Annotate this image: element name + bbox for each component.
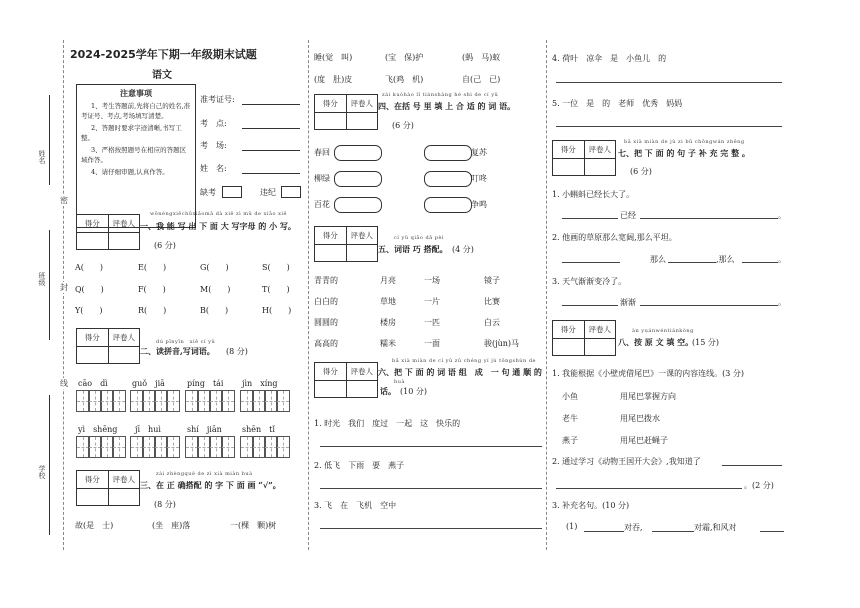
q3-item-4: 睡(觉 叫): [314, 53, 353, 62]
room-label: 考 场:: [200, 141, 227, 150]
q5-l-b3: 楼房: [380, 318, 396, 327]
q5-score-box: [314, 226, 378, 262]
q4-right-1: 复苏: [471, 148, 487, 157]
notice-title: 注意事项: [120, 88, 152, 98]
q7-score-box: [552, 140, 616, 176]
subject-title: 语文: [152, 70, 172, 81]
letter-T: T( ): [262, 285, 290, 294]
q6-answer-line-5[interactable]: [556, 126, 782, 127]
q8-blank[interactable]: [652, 531, 694, 532]
q6-answer-line-3[interactable]: [320, 528, 542, 529]
q8-match-left-2: 老牛: [562, 414, 578, 423]
site-label: 考 点:: [200, 119, 227, 128]
seal-char-mi: 密: [60, 196, 68, 205]
score-label: 得分: [77, 471, 109, 488]
q6-item-5: 5. 一位 是 的 老师 优秀 妈妈: [552, 99, 683, 108]
binding-dashed-line: [63, 40, 64, 550]
score-label: 得分: [315, 363, 347, 380]
q5-l-b4: 糯米: [380, 339, 396, 348]
letter-G: G( ): [200, 263, 229, 272]
binding-strip: [0, 0, 72, 608]
q8-match-left-3: 燕子: [562, 436, 578, 445]
q4-cloud-blank[interactable]: [334, 171, 382, 187]
q5-r-a1: 一场: [424, 276, 440, 285]
q3-item-9: 自(己 已): [462, 75, 501, 84]
score-label: 得分: [553, 141, 585, 158]
site-field[interactable]: [242, 128, 300, 129]
notice-item-3: 3、严格按照题号在相应的答题区域作答。: [81, 146, 187, 164]
grader-label: 评卷人: [112, 475, 135, 484]
notice-item-4: 4、请仔细审题,认真作答。: [91, 168, 169, 176]
q4-right-3: 争鸣: [471, 200, 487, 209]
score-label: 得分: [315, 95, 347, 112]
q2-writing-cell[interactable]: [221, 390, 235, 412]
q3-item-5: (宝 保)护: [385, 53, 424, 62]
q4-left-2: 柳绿: [314, 174, 330, 183]
q4-points: (6 分): [392, 121, 414, 130]
q5-r-b2: 比赛: [484, 297, 500, 306]
q4-left-1: 春回: [314, 148, 330, 157]
letter-R: R( ): [138, 306, 167, 315]
q6-item-2: 2. 低飞 下雨 要 燕子: [314, 461, 405, 470]
q8-sub3-a: 对吞,: [624, 523, 643, 532]
notice-box: [76, 84, 196, 228]
q7-blank[interactable]: [562, 305, 618, 306]
q8-blank[interactable]: [722, 465, 782, 466]
letter-H: H( ): [262, 306, 292, 315]
q2-pinyin-4: jìn xíng: [242, 379, 278, 388]
page-title: 2024-2025学年下期一年级期末试题: [70, 48, 257, 61]
name-field-label: 姓 名:: [200, 164, 227, 173]
q6-pinyin: bǎ xià miàn de cí yǔ zǔ chéng yí jù tōngshùn de: [392, 358, 536, 364]
q7-period: 。: [778, 211, 786, 220]
q7-item-2-word-a: 那么: [650, 255, 666, 264]
q6-points: (10 分): [400, 387, 427, 396]
absent-box[interactable]: [222, 186, 242, 198]
q6-item-1: 1. 时光 我们 度过 一起 这 快乐的: [314, 419, 461, 428]
q8-sub3-b: 对霜,和风对: [694, 523, 737, 532]
q4-left-3: 百花: [314, 200, 330, 209]
q4-pinyin: zài kuòhào lǐ tiánshàng hé shì de cí yǔ: [382, 92, 499, 98]
name-field[interactable]: [242, 173, 300, 174]
room-field[interactable]: [242, 150, 300, 151]
q4-title: 四、在括 号 里 填 上 合 适 的 词 语。: [378, 101, 516, 111]
q6-answer-line-1[interactable]: [320, 446, 542, 447]
q2-writing-cell[interactable]: [276, 436, 290, 458]
q5-points: (4 分): [452, 245, 474, 254]
q8-match-right-1: 用尾巴掌握方向: [620, 392, 676, 401]
letter-Y: Y( ): [75, 306, 103, 315]
class-label: 班级: [38, 272, 46, 286]
q5-r-b1: 镜子: [484, 276, 500, 285]
q7-item-1: 1. 小蝌蚪已经长大了。: [552, 190, 635, 199]
q1-title: 一、我 能 写 出 下 面 大 写字母 的 小 写。: [140, 221, 296, 231]
q3-item-6: (蚂 马)蚁: [462, 53, 501, 62]
q7-blank[interactable]: [668, 262, 716, 263]
q8-match-left-1: 小鱼: [562, 392, 578, 401]
q6-title: 六、把 下 面 的 词 语 组 成 一 句 通 顺 的: [378, 367, 542, 377]
q5-r-a4: 一面: [424, 339, 440, 348]
q3-item-8: 飞(鸡 机): [385, 75, 424, 84]
q2-title: 二、读拼音,写词语。: [140, 346, 215, 356]
grader-label: 评卷人: [350, 367, 373, 376]
q5-l-b1: 月亮: [380, 276, 396, 285]
q2-score-box: [76, 328, 140, 364]
notice-item-2: 2、答题时要求字迹清晰,书写工整。: [81, 124, 182, 142]
q5-r-b3: 白云: [484, 318, 500, 327]
letter-M: M( ): [200, 285, 231, 294]
letter-A: A( ): [75, 263, 104, 272]
q7-period: 。: [778, 255, 786, 264]
q2-pinyin-5: yì shēng: [78, 425, 118, 434]
q5-l-a3: 圆圆的: [314, 318, 338, 327]
seal-char-xian: 线: [60, 379, 68, 388]
score-label: 得分: [77, 329, 109, 346]
q2-writing-cell[interactable]: [221, 436, 235, 458]
q2-writing-cell[interactable]: [112, 390, 126, 412]
score-label: 得分: [553, 321, 585, 338]
exam-no-field[interactable]: [242, 104, 300, 105]
q6-item-3: 3. 飞 在 飞机 空中: [314, 501, 397, 510]
score-label: 得分: [315, 227, 347, 244]
q7-blank[interactable]: [562, 218, 618, 219]
q6-score-box: [314, 362, 378, 398]
letter-B: B( ): [200, 306, 229, 315]
q5-r-a3: 一匹: [424, 318, 440, 327]
q6-item-4: 4. 荷叶 凉伞 是 小鱼儿 的: [552, 54, 667, 63]
q8-sub2: 2. 通过学习《动物王国开大会》,我知道了: [552, 457, 701, 466]
q7-item-2-word-b: ,那么: [716, 255, 735, 264]
q2-pinyin-6: jī huì: [135, 425, 161, 434]
q5-r-a2: 一片: [424, 297, 440, 306]
letter-S: S( ): [262, 263, 290, 272]
q3-item-2: (坐 座)落: [152, 521, 191, 530]
q6-pinyin-2: huà: [394, 379, 405, 385]
column-divider-2: [546, 40, 547, 550]
q8-match-right-3: 用尾巴赶蝇子: [620, 436, 668, 445]
violation-label: 违纪: [260, 188, 276, 197]
q3-item-7: (度 肚)皮: [314, 75, 353, 84]
q3-item-1: 故(是 士): [75, 521, 114, 530]
grader-label: 评卷人: [350, 99, 373, 108]
q4-score-box: [314, 94, 378, 130]
q6-answer-line-2[interactable]: [320, 488, 542, 489]
q8-sub2-tail: 。(2 分): [744, 481, 774, 490]
q7-title: 七、把 下 面 的 句 子 补 充 完 整 。: [618, 148, 750, 158]
q2-pinyin-1: cāo dì: [78, 379, 108, 388]
q5-l-b2: 草地: [380, 297, 396, 306]
letter-F: F( ): [138, 285, 166, 294]
q5-l-a2: 白白的: [314, 297, 338, 306]
q4-cloud-blank[interactable]: [424, 197, 472, 213]
q2-writing-cell[interactable]: [112, 436, 126, 458]
q7-item-3: 3. 天气渐渐变冷了。: [552, 277, 627, 286]
q4-cloud-blank[interactable]: [334, 197, 382, 213]
q4-cloud-blank[interactable]: [424, 171, 472, 187]
notice-item-1: 1、考生答题前,先将自己的姓名,准考证号、考点,考场填写清楚。: [81, 102, 191, 120]
q8-score-box: [552, 320, 616, 356]
school-line: [49, 395, 50, 535]
q1-score-box: [76, 214, 140, 250]
grader-label: 评卷人: [112, 219, 135, 228]
school-label: 学校: [38, 465, 46, 479]
q7-item-1-word: 已经: [620, 211, 636, 220]
letter-E: E( ): [138, 263, 167, 272]
violation-box[interactable]: [281, 186, 301, 198]
q8-sub3: 3. 补充名句。(10 分): [552, 501, 630, 510]
q8-blank[interactable]: [556, 488, 742, 489]
q6-title-2: 话。: [380, 386, 396, 396]
grader-label: 评卷人: [588, 145, 611, 154]
q3-pinyin: zài zhèngquè de zì xià miàn huà: [156, 471, 253, 477]
q2-points: (8 分): [226, 347, 248, 356]
q7-pinyin: bǎ xià miàn de jù zi bǔ chōngwán zhěng: [624, 139, 745, 145]
absent-label: 缺考: [200, 188, 216, 197]
q4-right-2: 叮咚: [471, 174, 487, 183]
q3-title: 三、在 正 确搭配 的 字 下 面 画 “√”。: [140, 480, 281, 490]
exam-no-label: 准考证号:: [200, 95, 235, 104]
q2-pinyin-7: shí jiān: [187, 425, 222, 434]
q7-blank[interactable]: [640, 218, 778, 219]
q2-writing-cell[interactable]: [166, 436, 180, 458]
name-line: [49, 95, 50, 185]
q8-title: 八、按 原 文 填 空。: [618, 337, 694, 347]
q7-period: 。: [778, 298, 786, 307]
letter-Q: Q( ): [75, 285, 104, 294]
q8-blank[interactable]: [760, 531, 784, 532]
q8-pinyin: àn yuánwéntiánkòng: [632, 328, 694, 334]
q2-writing-cell[interactable]: [166, 390, 180, 412]
q6-answer-line-4[interactable]: [556, 82, 782, 83]
q4-cloud-blank[interactable]: [334, 145, 382, 161]
q2-pinyin-8: shēn tǐ: [242, 425, 275, 434]
q7-points: (6 分): [630, 167, 652, 176]
q7-blank[interactable]: [640, 305, 778, 306]
q5-l-a1: 青青的: [314, 276, 338, 285]
q3-points: (8 分): [154, 500, 176, 509]
q8-sub3-line: (1): [566, 522, 578, 531]
q2-pinyin-3: píng tái: [187, 379, 224, 388]
column-divider-1: [308, 40, 309, 550]
q8-points: (15 分): [692, 338, 719, 347]
score-label: 得分: [77, 215, 109, 232]
q3-score-box: [76, 470, 140, 506]
name-label: 姓名: [38, 150, 46, 164]
q5-title: 五、词语 巧 搭配。: [378, 244, 448, 254]
grader-label: 评卷人: [112, 333, 135, 342]
grader-label: 评卷人: [588, 325, 611, 334]
q2-writing-cell[interactable]: [276, 390, 290, 412]
q7-blank[interactable]: [562, 262, 620, 263]
q5-l-a4: 高高的: [314, 339, 338, 348]
q3-item-3: 一(棵 颗)树: [230, 521, 277, 530]
class-line: [49, 230, 50, 340]
q1-points: (6 分): [154, 241, 176, 250]
q7-blank[interactable]: [742, 262, 778, 263]
q8-sub1: 1. 我能根据《小壁虎借尾巴》一课的内容连线。(3 分): [552, 369, 745, 378]
q8-blank[interactable]: [584, 531, 624, 532]
seal-char-feng: 封: [60, 283, 68, 292]
q2-pinyin: dú pīnyīn xiě cí yǔ: [156, 339, 216, 345]
q7-item-3-word: 渐渐: [620, 298, 636, 307]
q5-r-b4: 骏(jùn)马: [484, 339, 520, 348]
q5-pinyin: cí yǔ qiǎo dā pèi: [394, 235, 445, 241]
q7-item-2: 2. 他画的草原那么宽阔,那么平坦。: [552, 233, 677, 242]
q4-cloud-blank[interactable]: [424, 145, 472, 161]
q2-pinyin-2: guǒ jiā: [132, 379, 165, 388]
q8-match-right-2: 用尾巴拨水: [620, 414, 660, 423]
q1-pinyin: wǒnéngxiěchūxiǎomǎ dà xiě zì mǔ de xiǎo xiě: [150, 211, 287, 217]
grader-label: 评卷人: [350, 231, 373, 240]
